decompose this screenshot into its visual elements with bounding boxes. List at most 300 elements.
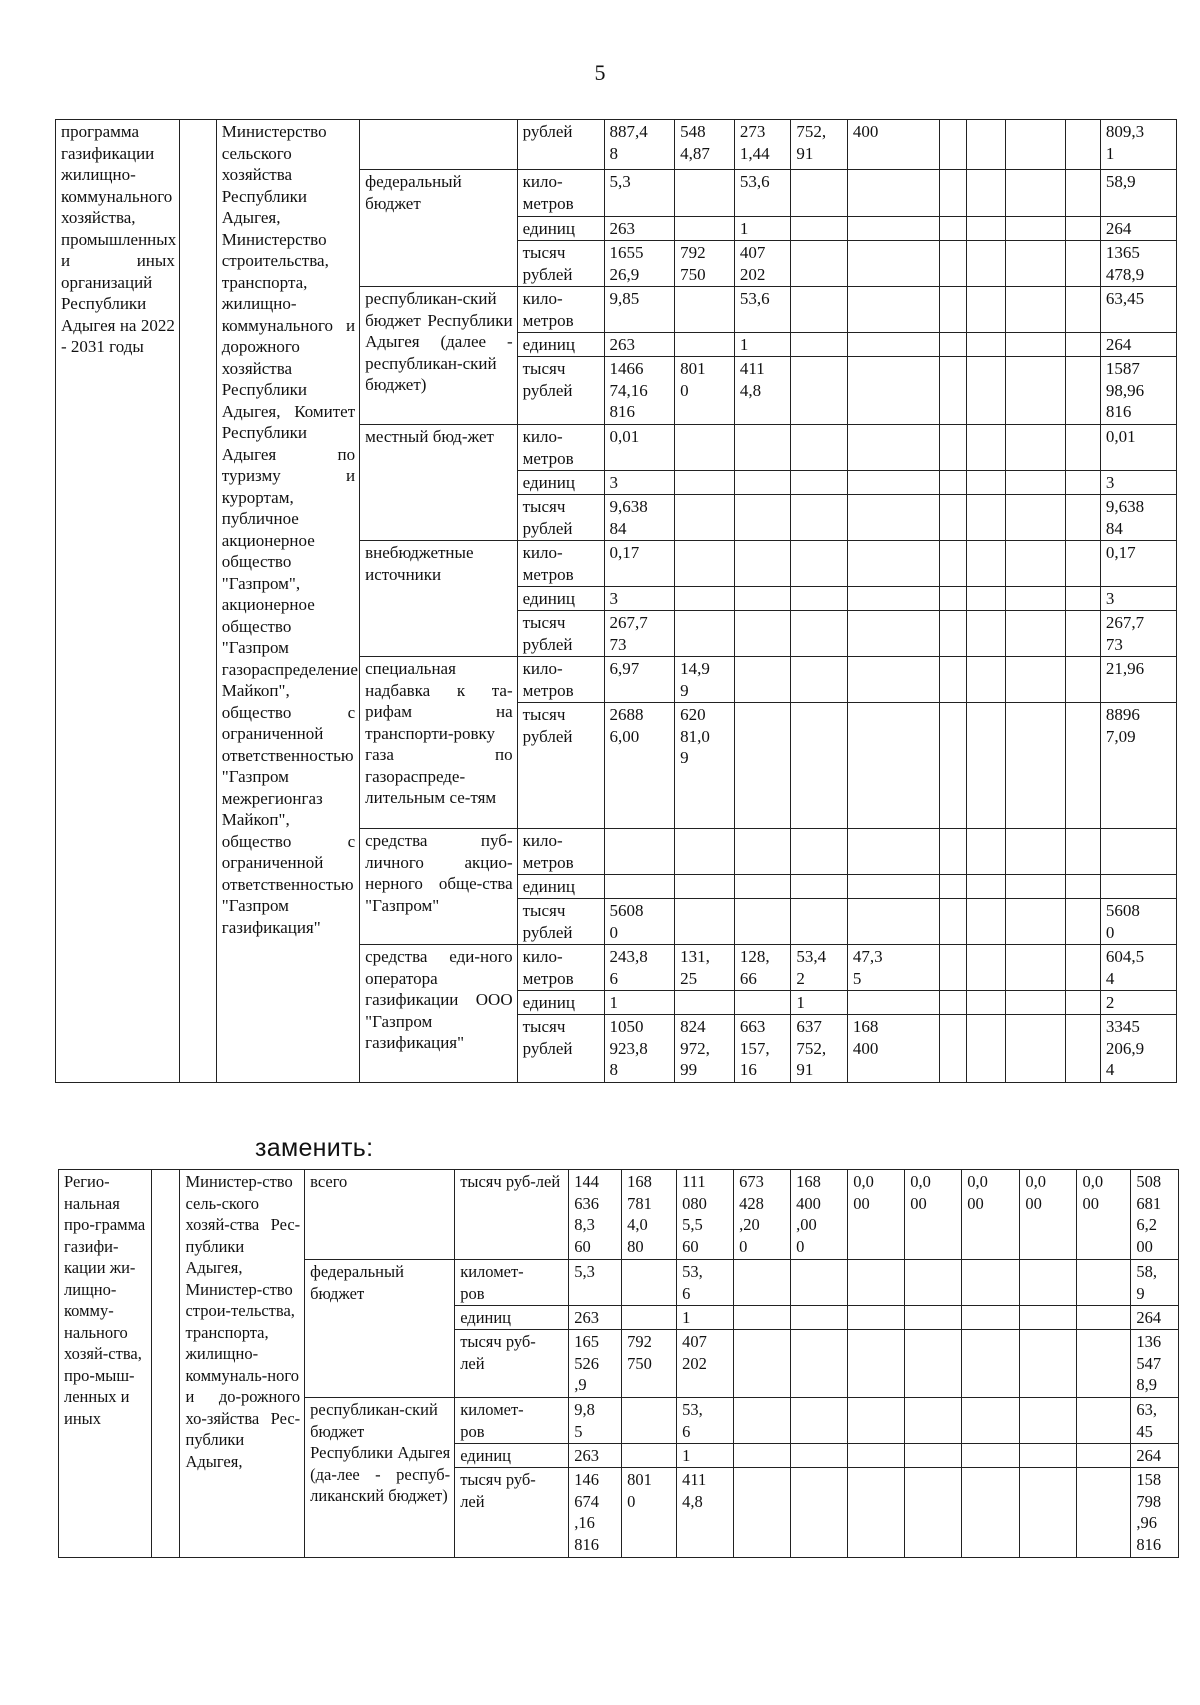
- empty-cell: [1066, 587, 1101, 611]
- value-cell: [675, 541, 735, 587]
- empty-cell: [1006, 333, 1066, 357]
- empty-cell: [940, 657, 967, 703]
- unit-cell: кило- метров: [517, 170, 604, 217]
- value-cell: [847, 357, 939, 425]
- unit-cell: тысяч рублей: [517, 241, 604, 287]
- funding-source: внебюджетные источники: [360, 541, 518, 657]
- value-cell: [675, 611, 735, 657]
- funding-source: федеральный бюджет: [305, 1260, 455, 1398]
- total-cell: 2: [1100, 991, 1176, 1015]
- empty-cell: [940, 945, 967, 991]
- empty-cell: [905, 1468, 962, 1558]
- value-cell: [791, 541, 847, 587]
- unit-cell: тысяч руб- лей: [455, 1330, 569, 1398]
- empty-cell: [962, 1444, 1020, 1468]
- unit-cell: тысяч рублей: [517, 899, 604, 945]
- empty-cell: [1066, 991, 1101, 1015]
- value-cell: [847, 829, 939, 875]
- value-cell: [791, 657, 847, 703]
- empty-cell: [967, 899, 1006, 945]
- funding-source: республикан-ский бюджет Республики Адыгея (да-лее - респуб-ликанский бюджет): [305, 1398, 455, 1558]
- executors: Министер-ство сель-ского хозяй-ства Рес-публики Адыгея, Министер-ство строи-тельства, транспорта, жилищно-коммуналь-ного и до-рожного хо-зяйства Рес-публики Адыгея,: [180, 1170, 305, 1558]
- value-cell: [622, 1260, 677, 1306]
- unit-cell: тысяч руб-лей: [455, 1170, 569, 1260]
- empty-cell: [967, 829, 1006, 875]
- total-cell: 5608 0: [1100, 899, 1176, 945]
- total-cell: 1587 98,96 816: [1100, 357, 1176, 425]
- empty-cell: [967, 495, 1006, 541]
- empty-cell: [1066, 217, 1101, 241]
- empty-cell: [1006, 875, 1066, 899]
- unit-cell: единиц: [455, 1444, 569, 1468]
- value-cell: 53, 6: [677, 1260, 734, 1306]
- empty-cell: [1066, 703, 1101, 829]
- empty-cell: [1006, 587, 1066, 611]
- empty-cell: [848, 1260, 905, 1306]
- funding-source: средства еди-ного оператора газификации ООО "Газпром газификация": [360, 945, 518, 1083]
- value-cell: 1: [604, 991, 675, 1015]
- value-cell: 5,3: [569, 1260, 622, 1306]
- value-cell: [847, 217, 939, 241]
- value-cell: [791, 495, 847, 541]
- total-cell: 58,9: [1100, 170, 1176, 217]
- value-cell: [675, 875, 735, 899]
- unit-cell: кило- метров: [517, 945, 604, 991]
- empty-cell: [967, 991, 1006, 1015]
- value-cell: 637 752, 91: [791, 1015, 847, 1083]
- empty-cell: [1077, 1306, 1131, 1330]
- value-cell: 1: [791, 991, 847, 1015]
- empty-cell: [1006, 991, 1066, 1015]
- unit-cell: единиц: [517, 875, 604, 899]
- value-cell: 273 1,44: [734, 120, 790, 170]
- value-cell: 9,638 84: [604, 495, 675, 541]
- empty-cell: [962, 1330, 1020, 1398]
- value-cell: [791, 587, 847, 611]
- empty-cell: [791, 1468, 848, 1558]
- value-cell: 548 4,87: [675, 120, 735, 170]
- unit-cell: километ- ров: [455, 1398, 569, 1444]
- value-cell: 144 636 8,3 60: [569, 1170, 622, 1260]
- unit-cell: тысяч рублей: [517, 611, 604, 657]
- total-cell: 63,45: [1100, 287, 1176, 333]
- value-cell: [791, 217, 847, 241]
- empty-cell: [940, 541, 967, 587]
- empty-cell: [940, 170, 967, 217]
- replace-label: заменить:: [255, 1134, 374, 1162]
- unit-cell: кило- метров: [517, 657, 604, 703]
- unit-cell: тысяч рублей: [517, 495, 604, 541]
- value-cell: 0,0 00: [1077, 1170, 1131, 1260]
- funding-source: специальная надбавка к та-рифам на транспорти-ровку газа по газораспреде-лительным се-тям: [360, 657, 518, 829]
- value-cell: [734, 899, 790, 945]
- value-cell: [604, 829, 675, 875]
- funding-source: [360, 120, 518, 170]
- empty-cell: [1020, 1468, 1077, 1558]
- total-cell: 63, 45: [1131, 1398, 1179, 1444]
- empty-cell: [967, 945, 1006, 991]
- value-cell: 14,9 9: [675, 657, 735, 703]
- value-cell: [791, 287, 847, 333]
- total-cell: 136 547 8,9: [1131, 1330, 1179, 1398]
- value-cell: 263: [604, 217, 675, 241]
- value-cell: [675, 170, 735, 217]
- unit-cell: единиц: [517, 587, 604, 611]
- value-cell: 53, 6: [677, 1398, 734, 1444]
- empty-cell: [1077, 1330, 1131, 1398]
- empty-cell: [940, 471, 967, 495]
- value-cell: 168 400: [847, 1015, 939, 1083]
- total-cell: 21,96: [1100, 657, 1176, 703]
- empty-cell: [1006, 495, 1066, 541]
- value-cell: 0,0 00: [962, 1170, 1020, 1260]
- unit-cell: единиц: [517, 991, 604, 1015]
- value-cell: 9,8 5: [569, 1398, 622, 1444]
- empty-cell: [940, 899, 967, 945]
- value-cell: 411 4,8: [677, 1468, 734, 1558]
- value-cell: [675, 495, 735, 541]
- empty-cell: [967, 287, 1006, 333]
- value-cell: [847, 587, 939, 611]
- empty-cell: [1066, 899, 1101, 945]
- value-cell: 752, 91: [791, 120, 847, 170]
- empty-cell: [848, 1306, 905, 1330]
- value-cell: 168 781 4,0 80: [622, 1170, 677, 1260]
- empty-cell: [967, 611, 1006, 657]
- old-program-table: [55, 119, 1177, 1083]
- value-cell: [675, 991, 735, 1015]
- value-cell: [604, 875, 675, 899]
- value-cell: 243,8 6: [604, 945, 675, 991]
- empty-cell: [1066, 829, 1101, 875]
- total-cell: [1100, 829, 1176, 875]
- value-cell: [791, 829, 847, 875]
- value-cell: [734, 471, 790, 495]
- page-number: 5: [594, 60, 606, 85]
- value-cell: [791, 703, 847, 829]
- empty-cell: [1006, 611, 1066, 657]
- value-cell: [675, 829, 735, 875]
- total-cell: 158 798 ,96 816: [1131, 1468, 1179, 1558]
- value-cell: [847, 703, 939, 829]
- empty-cell: [848, 1444, 905, 1468]
- empty-cell: [1066, 1015, 1101, 1083]
- empty-cell: [1006, 899, 1066, 945]
- total-cell: 267,7 73: [1100, 611, 1176, 657]
- empty-cell: [1077, 1444, 1131, 1468]
- empty-cell: [734, 1260, 791, 1306]
- value-cell: [734, 829, 790, 875]
- value-cell: 1050 923,8 8: [604, 1015, 675, 1083]
- value-cell: [847, 241, 939, 287]
- value-cell: 263: [604, 333, 675, 357]
- empty-cell: [967, 241, 1006, 287]
- value-cell: [791, 170, 847, 217]
- total-cell: 264: [1131, 1444, 1179, 1468]
- value-cell: [675, 425, 735, 471]
- value-cell: 168 400 ,00 0: [791, 1170, 848, 1260]
- value-cell: 887,4 8: [604, 120, 675, 170]
- unit-cell: кило- метров: [517, 829, 604, 875]
- value-cell: [734, 611, 790, 657]
- empty-cell: [1066, 495, 1101, 541]
- value-cell: [847, 991, 939, 1015]
- value-cell: 620 81,0 9: [675, 703, 735, 829]
- value-cell: [675, 287, 735, 333]
- unit-cell: единиц: [517, 471, 604, 495]
- unit-cell: рублей: [517, 120, 604, 170]
- empty-cell: [1066, 945, 1101, 991]
- empty-cell: [791, 1444, 848, 1468]
- value-cell: [675, 899, 735, 945]
- value-cell: [734, 703, 790, 829]
- empty-cell: [940, 875, 967, 899]
- empty-cell: [848, 1330, 905, 1398]
- value-cell: 1: [677, 1306, 734, 1330]
- empty-cell: [940, 425, 967, 471]
- unit-cell: тысяч рублей: [517, 357, 604, 425]
- empty-cell: [967, 875, 1006, 899]
- value-cell: 6,97: [604, 657, 675, 703]
- value-cell: 53,6: [734, 287, 790, 333]
- value-cell: [847, 333, 939, 357]
- value-cell: [734, 875, 790, 899]
- gap-cell: [179, 120, 216, 1083]
- empty-cell: [967, 471, 1006, 495]
- empty-cell: [1066, 170, 1101, 217]
- empty-cell: [905, 1260, 962, 1306]
- program-name: программа газификации жилищно-коммунального хозяйства, промышленных и иных организаций Республики Адыгея на 2022 - 2031 годы: [56, 120, 180, 1083]
- empty-cell: [848, 1468, 905, 1558]
- empty-cell: [1066, 611, 1101, 657]
- total-cell: 1365 478,9: [1100, 241, 1176, 287]
- value-cell: [734, 657, 790, 703]
- total-cell: 0,01: [1100, 425, 1176, 471]
- total-cell: 3: [1100, 587, 1176, 611]
- value-cell: 400: [847, 120, 939, 170]
- empty-cell: [791, 1306, 848, 1330]
- empty-cell: [1006, 657, 1066, 703]
- empty-cell: [1006, 425, 1066, 471]
- empty-cell: [1006, 357, 1066, 425]
- value-cell: 801 0: [622, 1468, 677, 1558]
- empty-cell: [1066, 357, 1101, 425]
- value-cell: [791, 357, 847, 425]
- empty-cell: [1006, 541, 1066, 587]
- empty-cell: [940, 120, 967, 170]
- executors: Министерство сельского хозяйства Республики Адыгея, Министерство строительства, транспорта, жилищно-коммунального и дорожного хозяйства Республики Адыгея, Комитет Республики Адыгея по туризму и курортам, публичное акционерное общество "Газпром", акционерное общество "Газпром газораспределение Майкоп", общество с ограниченной ответственностью "Газпром межрегионгаз Майкоп", общество с ограниченной ответственностью "Газпром газификация": [216, 120, 359, 1083]
- empty-cell: [1066, 120, 1101, 170]
- value-cell: [791, 241, 847, 287]
- funding-source: средства пуб-личного акцио-нерного обще-ства "Газпром": [360, 829, 518, 945]
- empty-cell: [967, 170, 1006, 217]
- empty-cell: [940, 241, 967, 287]
- value-cell: [847, 495, 939, 541]
- empty-cell: [967, 587, 1006, 611]
- unit-cell: километ- ров: [455, 1260, 569, 1306]
- value-cell: 128, 66: [734, 945, 790, 991]
- empty-cell: [962, 1398, 1020, 1444]
- total-cell: 604,5 4: [1100, 945, 1176, 991]
- value-cell: [847, 611, 939, 657]
- empty-cell: [940, 1015, 967, 1083]
- value-cell: 1466 74,16 816: [604, 357, 675, 425]
- value-cell: [675, 217, 735, 241]
- value-cell: 263: [569, 1306, 622, 1330]
- empty-cell: [940, 611, 967, 657]
- empty-cell: [905, 1398, 962, 1444]
- total-cell: 58, 9: [1131, 1260, 1179, 1306]
- value-cell: 5608 0: [604, 899, 675, 945]
- empty-cell: [1066, 471, 1101, 495]
- empty-cell: [848, 1398, 905, 1444]
- funding-source: федеральный бюджет: [360, 170, 518, 287]
- empty-cell: [967, 703, 1006, 829]
- value-cell: [734, 425, 790, 471]
- unit-cell: единиц: [517, 217, 604, 241]
- value-cell: [791, 333, 847, 357]
- value-cell: [847, 287, 939, 333]
- value-cell: [675, 333, 735, 357]
- empty-cell: [1020, 1306, 1077, 1330]
- empty-cell: [967, 217, 1006, 241]
- value-cell: [847, 425, 939, 471]
- value-cell: [791, 425, 847, 471]
- value-cell: [734, 587, 790, 611]
- funding-source: всего: [305, 1170, 455, 1260]
- total-cell: 8896 7,09: [1100, 703, 1176, 829]
- value-cell: 53,6: [734, 170, 790, 217]
- value-cell: 673 428 ,20 0: [734, 1170, 791, 1260]
- value-cell: [791, 611, 847, 657]
- empty-cell: [1006, 471, 1066, 495]
- empty-cell: [1077, 1468, 1131, 1558]
- gap-cell: [151, 1170, 180, 1558]
- value-cell: 407 202: [677, 1330, 734, 1398]
- empty-cell: [1066, 241, 1101, 287]
- empty-cell: [940, 587, 967, 611]
- empty-cell: [1006, 241, 1066, 287]
- value-cell: 0,0 00: [1020, 1170, 1077, 1260]
- value-cell: 165 526 ,9: [569, 1330, 622, 1398]
- empty-cell: [734, 1330, 791, 1398]
- value-cell: 3: [604, 471, 675, 495]
- empty-cell: [1066, 287, 1101, 333]
- empty-cell: [905, 1306, 962, 1330]
- value-cell: 0,01: [604, 425, 675, 471]
- empty-cell: [940, 357, 967, 425]
- total-cell: 264: [1100, 217, 1176, 241]
- empty-cell: [905, 1444, 962, 1468]
- value-cell: 792 750: [675, 241, 735, 287]
- value-cell: [791, 899, 847, 945]
- empty-cell: [1006, 945, 1066, 991]
- value-cell: 411 4,8: [734, 357, 790, 425]
- empty-cell: [967, 541, 1006, 587]
- value-cell: 2688 6,00: [604, 703, 675, 829]
- empty-cell: [967, 1015, 1006, 1083]
- empty-cell: [1066, 425, 1101, 471]
- unit-cell: единиц: [517, 333, 604, 357]
- total-cell: 809,3 1: [1100, 120, 1176, 170]
- value-cell: 1: [734, 333, 790, 357]
- empty-cell: [1066, 875, 1101, 899]
- value-cell: 0,0 00: [848, 1170, 905, 1260]
- program-name: Регио-нальная про-грамма газифи-кации жи-лищно-комму-нального хозяй-ства, про-мыш-ленных и иных: [59, 1170, 152, 1558]
- value-cell: [622, 1306, 677, 1330]
- total-cell: [1100, 875, 1176, 899]
- value-cell: [791, 875, 847, 899]
- unit-cell: тысяч руб- лей: [455, 1468, 569, 1558]
- empty-cell: [940, 703, 967, 829]
- value-cell: 792 750: [622, 1330, 677, 1398]
- empty-cell: [791, 1330, 848, 1398]
- empty-cell: [940, 333, 967, 357]
- unit-cell: тысяч рублей: [517, 703, 604, 829]
- value-cell: [847, 541, 939, 587]
- empty-cell: [940, 991, 967, 1015]
- empty-cell: [940, 217, 967, 241]
- value-cell: [675, 587, 735, 611]
- empty-cell: [734, 1306, 791, 1330]
- unit-cell: кило- метров: [517, 287, 604, 333]
- value-cell: [791, 471, 847, 495]
- value-cell: [847, 170, 939, 217]
- empty-cell: [1020, 1398, 1077, 1444]
- empty-cell: [791, 1260, 848, 1306]
- value-cell: [675, 471, 735, 495]
- value-cell: 131, 25: [675, 945, 735, 991]
- empty-cell: [967, 357, 1006, 425]
- total-cell: 264: [1100, 333, 1176, 357]
- empty-cell: [1066, 657, 1101, 703]
- empty-cell: [791, 1398, 848, 1444]
- value-cell: 1: [677, 1444, 734, 1468]
- empty-cell: [1006, 1015, 1066, 1083]
- value-cell: 5,3: [604, 170, 675, 217]
- value-cell: 0,0 00: [905, 1170, 962, 1260]
- unit-cell: кило- метров: [517, 541, 604, 587]
- value-cell: 47,3 5: [847, 945, 939, 991]
- unit-cell: тысяч рублей: [517, 1015, 604, 1083]
- value-cell: [847, 875, 939, 899]
- value-cell: 1655 26,9: [604, 241, 675, 287]
- empty-cell: [967, 425, 1006, 471]
- value-cell: 407 202: [734, 241, 790, 287]
- empty-cell: [1020, 1330, 1077, 1398]
- empty-cell: [1006, 829, 1066, 875]
- value-cell: [622, 1398, 677, 1444]
- value-cell: [734, 991, 790, 1015]
- empty-cell: [962, 1306, 1020, 1330]
- total-cell: 3345 206,9 4: [1100, 1015, 1176, 1083]
- value-cell: 146 674 ,16 816: [569, 1468, 622, 1558]
- total-cell: 0,17: [1100, 541, 1176, 587]
- value-cell: [734, 495, 790, 541]
- total-cell: 9,638 84: [1100, 495, 1176, 541]
- value-cell: 801 0: [675, 357, 735, 425]
- value-cell: [847, 657, 939, 703]
- value-cell: 663 157, 16: [734, 1015, 790, 1083]
- empty-cell: [1066, 333, 1101, 357]
- total-cell: 508 681 6,2 00: [1131, 1170, 1179, 1260]
- empty-cell: [967, 657, 1006, 703]
- value-cell: 263: [569, 1444, 622, 1468]
- empty-cell: [967, 333, 1006, 357]
- value-cell: [847, 899, 939, 945]
- empty-cell: [1006, 287, 1066, 333]
- total-cell: 3: [1100, 471, 1176, 495]
